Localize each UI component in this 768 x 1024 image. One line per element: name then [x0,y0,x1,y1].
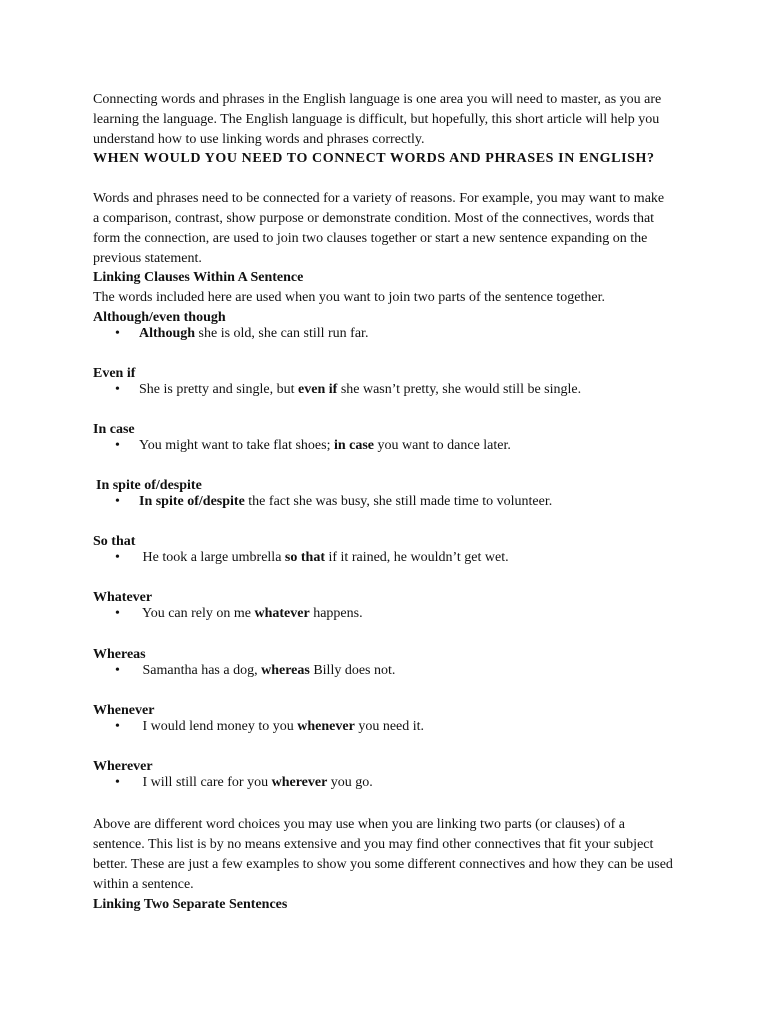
section2-title: Linking Two Separate Sentences [93,897,288,912]
example-bullet [115,605,363,623]
term-heading: Wherever [93,759,153,774]
bullet-icon: • [115,550,120,565]
example-bullet [115,662,395,680]
bullet-icon: • [115,326,120,341]
example-keyword: wherever [271,775,328,790]
section1-title: Linking Clauses Within A Sentence [93,270,304,285]
example-after: she wasn’t pretty, she would still be single. [337,382,582,397]
main-heading: WHEN WOULD YOU NEED TO CONNECT WORDS AND PHRASES IN ENGLISH? [93,151,655,166]
term-heading: Whatever [93,590,153,605]
example-before: I would lend money to you [139,719,298,734]
example-keyword: In spite of/despite [139,494,245,509]
example-bullet [115,381,581,399]
bullet-icon: • [115,719,120,734]
term-heading: Although/even though [93,310,226,325]
example-keyword: so that [284,550,325,565]
example-before: You might want to take flat shoes; [139,438,334,453]
term-heading: Whenever [93,703,155,718]
example-bullet [115,493,552,511]
example-bullet [115,549,509,567]
example-before: I will still care for you [139,775,272,790]
term-heading: In case [93,422,135,437]
bullet-icon: • [115,663,120,678]
bullet-icon: • [115,606,120,621]
example-after: she is old, she can still run far. [195,326,369,341]
term-heading: Even if [93,366,136,381]
example-keyword: whatever [254,606,310,621]
example-keyword: in case [333,438,375,453]
example-after: you go. [327,775,373,790]
reasons-paragraph: Words and phrases need to be connected for a variety of reasons. For example, you may want to make a comparison, contrast, show purpose or demonstrate condition. Most of the connectives, words that form the connection, are used to join two clauses together or start a new sentence expanding on the previous statement. [93,191,665,266]
example-after: the fact she was busy, she still made time to volunteer. [244,494,553,509]
term-heading: Whereas [93,647,146,662]
example-after: Billy does not. [309,663,396,678]
example-keyword: whereas [261,663,310,678]
example-before: She is pretty and single, but [139,382,299,397]
section1-intro: The words included here are used when you want to join two parts of the sentence together. [93,290,606,305]
bullet-icon: • [115,438,120,453]
intro-paragraph: Connecting words and phrases in the English language is one area you will need to master, as you are learning the language. The English language is difficult, but hopefully, this short article will help you understand how to use linking words and phrases correctly. [93,92,662,147]
example-keyword: even if [298,382,338,397]
example-bullet [115,718,424,736]
example-after: you need it. [354,719,425,734]
example-keyword: Although [139,326,196,341]
example-keyword: whenever [297,719,355,734]
example-after: you want to dance later. [374,438,511,453]
example-after: happens. [309,606,363,621]
bullet-icon: • [115,775,120,790]
bullet-icon: • [115,382,120,397]
example-before: Samantha has a dog, [139,663,262,678]
example-bullet [115,437,511,455]
example-after: if it rained, he wouldn’t get wet. [324,550,509,565]
summary-paragraph: Above are different word choices you may use when you are linking two parts (or clauses) of a sentence. This list is by no means extensive and you may find other connectives that fit your subject better. These are just a few examples to show you some different connectives and how they can be used within a sentence. [93,817,673,892]
term-heading: So that [93,534,136,549]
example-bullet [115,774,373,792]
bullet-icon: • [115,494,120,509]
term-heading: In spite of/despite [96,478,202,493]
example-before: He took a large umbrella [139,550,285,565]
example-bullet [115,325,368,343]
example-before: You can rely on me [139,606,255,621]
